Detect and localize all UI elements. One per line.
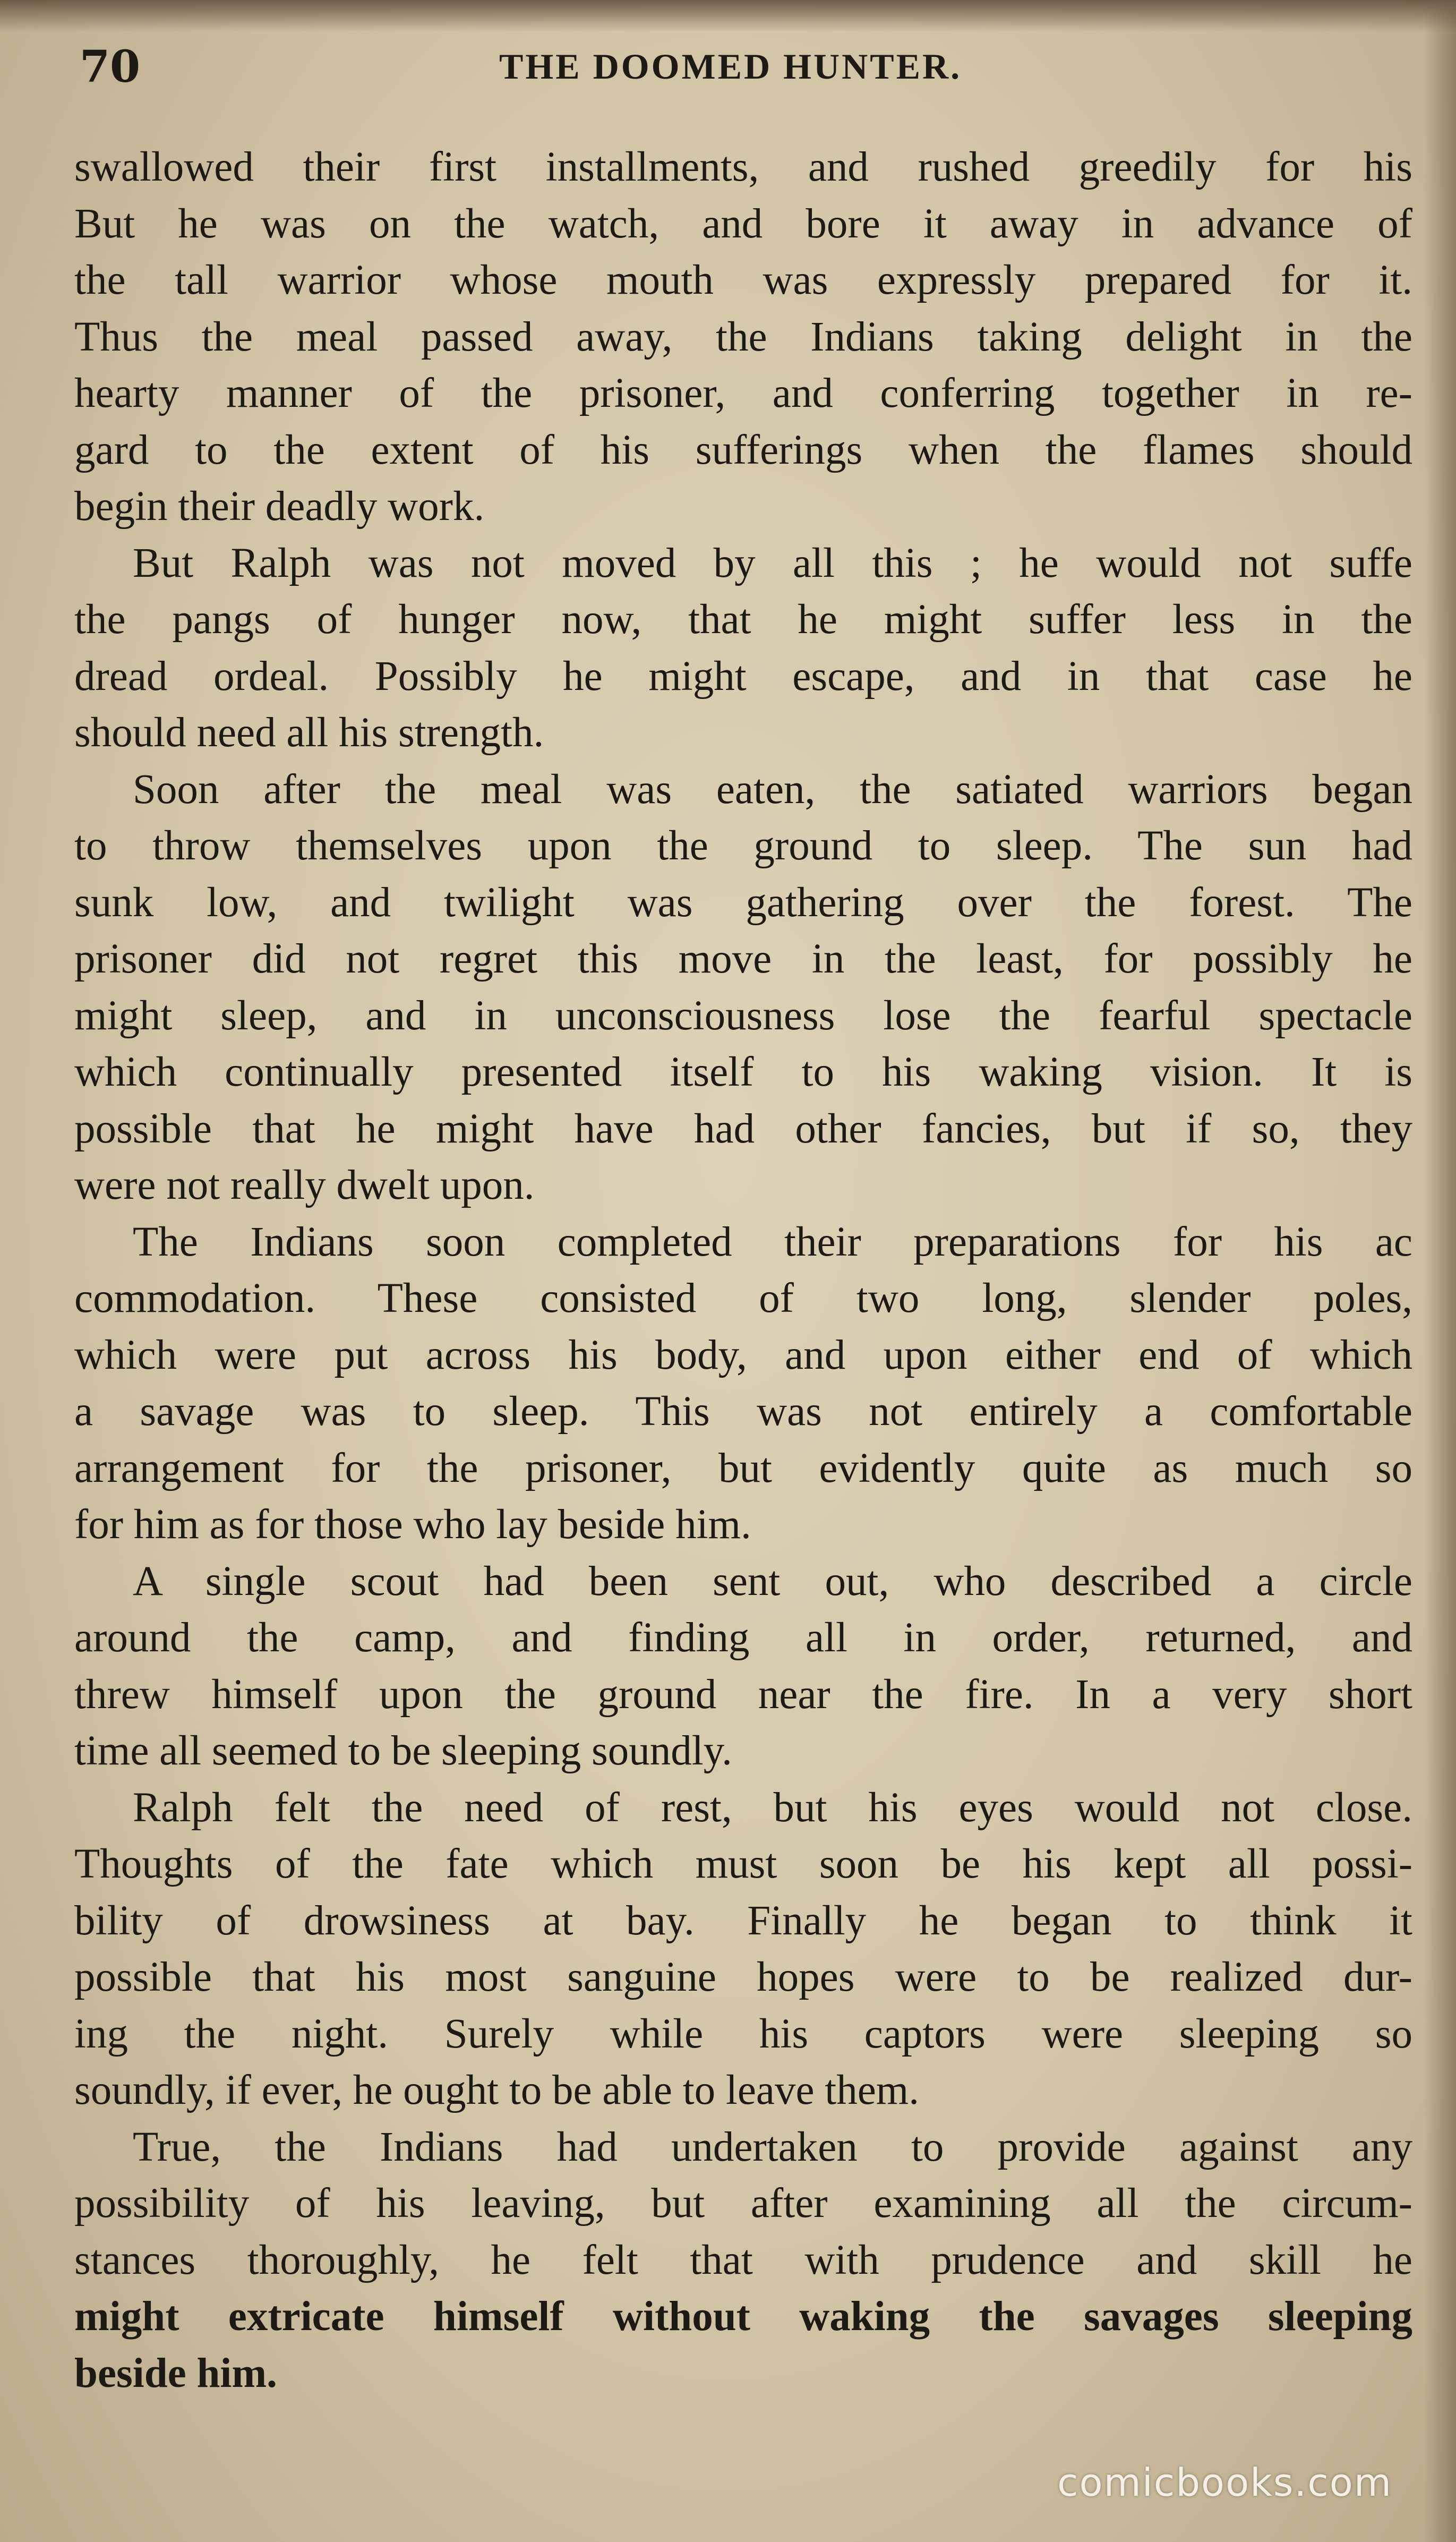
text-line: gard to the extent of his sufferings when the flames should [74, 426, 1412, 473]
text-line: possibility of his leaving, but after examining all the circum- [74, 2180, 1412, 2227]
text-line: Soon after the meal was eaten, the satiated warriors began [133, 766, 1412, 813]
text-line: Ralph felt the need of rest, but his eyes would not close. [133, 1784, 1412, 1831]
text-line: A single scout had been sent out, who described a circle [133, 1558, 1412, 1605]
text-line: soundly, if ever, he ought to be able to leave them. [74, 2067, 919, 2113]
text-line: sunk low, and twilight was gathering over the forest. The [74, 879, 1412, 926]
text-line: The Indians soon completed their preparations for his ac [133, 1218, 1412, 1265]
text-line: for him as for those who lay beside him. [74, 1502, 751, 1548]
page-header [74, 41, 1402, 100]
text-line: swallowed their first installments, and rushed greedily for his [74, 144, 1412, 190]
text-line: hearty manner of the prisoner, and conferring together in re- [74, 370, 1412, 416]
text-line: might sleep, and in unconsciousness lose the fearful spectacle [74, 992, 1412, 1039]
text-line: True, the Indians had undertaken to provide against any [133, 2123, 1412, 2170]
text-line: Thoughts of the fate which must soon be his kept all possi- [74, 1841, 1412, 1887]
text-line: prisoner did not regret this move in the least, for possibly he [74, 936, 1412, 982]
watermark: comicbooks.com [1057, 2460, 1392, 2505]
page-number: 70 [80, 41, 141, 92]
text-line: time all seemed to be sleeping soundly. [74, 1728, 732, 1774]
text-line: were not really dwelt upon. [74, 1162, 535, 1208]
text-line: the pangs of hunger now, that he might suffer less in the [74, 596, 1412, 643]
body-text [74, 139, 1412, 2402]
text-line: arrangement for the prisoner, but evidently quite as much so [74, 1445, 1412, 1491]
page-edge-shadow [1424, 0, 1456, 2542]
running-title: THE DOOMED HUNTER. [499, 46, 962, 87]
text-line: bility of drowsiness at bay. Finally he began to think it [74, 1897, 1412, 1944]
text-line: might extricate himself without waking the savages sleeping [74, 2293, 1412, 2340]
text-line: should need all his strength. [74, 710, 544, 756]
text-line: threw himself upon the ground near the fire. In a very short [74, 1671, 1412, 1718]
text-line: But Ralph was not moved by all this ; he would not suffe [133, 540, 1412, 586]
text-line: around the camp, and finding all in order, returned, and [74, 1615, 1412, 1661]
text-line: a savage was to sleep. This was not entirely a comfortable [74, 1388, 1412, 1435]
text-line: But he was on the watch, and bore it away in advance of [74, 200, 1412, 247]
text-line: which continually presented itself to his waking vision. It is [74, 1049, 1412, 1095]
text-line: beside him. [74, 2350, 277, 2396]
text-line: possible that his most sanguine hopes were to be realized dur- [74, 1954, 1412, 2000]
text-line: the tall warrior whose mouth was expressly prepared for it. [74, 257, 1412, 303]
text-line: commodation. These consisted of two long, slender poles, [74, 1275, 1412, 1321]
text-line: dread ordeal. Possibly he might escape, and in that case he [74, 653, 1412, 700]
text-line: possible that he might have had other fancies, but if so, they [74, 1105, 1412, 1152]
text-line: which were put across his body, and upon either end of which [74, 1332, 1412, 1378]
text-line: ing the night. Surely while his captors were sleeping so [74, 2010, 1412, 2057]
text-line: to throw themselves upon the ground to sleep. The sun had [74, 823, 1412, 869]
text-line: begin their deadly work. [74, 483, 485, 530]
text-line: stances thoroughly, he felt that with prudence and skill he [74, 2237, 1412, 2283]
text-line: Thus the meal passed away, the Indians taking delight in the [74, 313, 1412, 360]
